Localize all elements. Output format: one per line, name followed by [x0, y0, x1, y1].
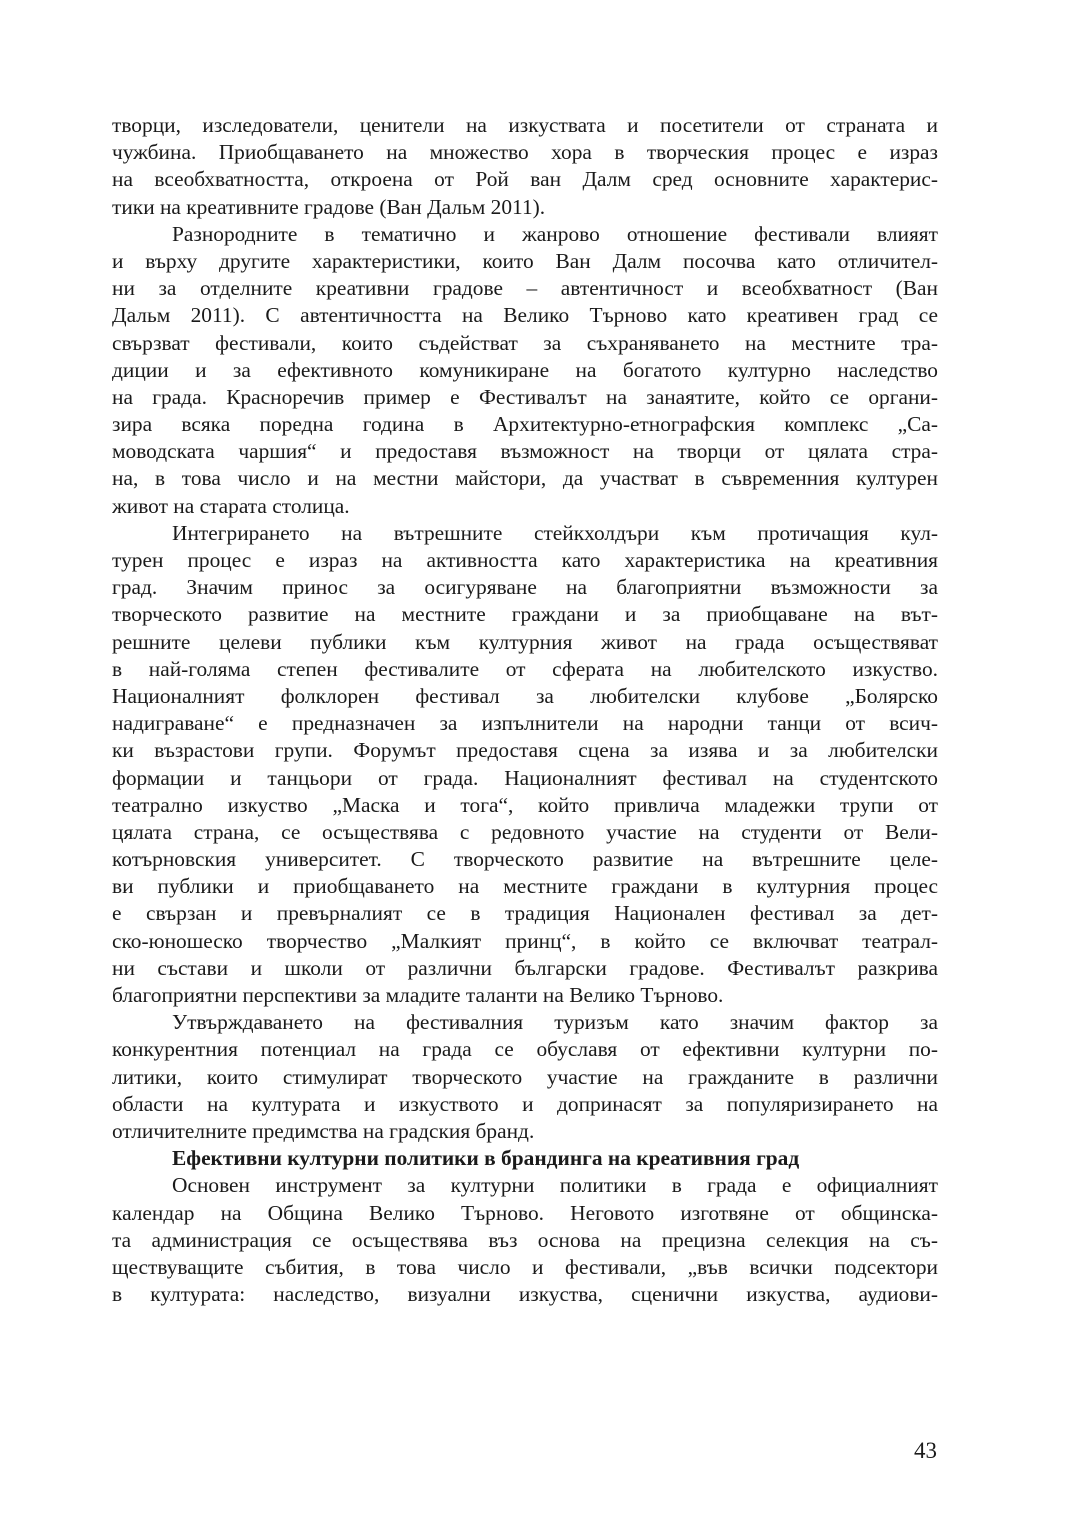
text-line: ни състави и школи от различни български градове. Фестивалът разкрива — [112, 955, 938, 980]
text-line: ни за отделните креативни градове – автентичност и всеобхватност (Ван — [112, 276, 938, 301]
text-line: Националният фолклорен фестивал за любителски клубове „Болярско — [112, 683, 938, 708]
text-line: Утвърждаването на фестивалния туризъм като значим фактор за — [172, 1010, 938, 1035]
text-line: ществуващите събития, в това число и фестивали, „във всички подсектори — [112, 1254, 938, 1279]
text-line: турен процес е израз на активността като характеристика на креативния — [112, 548, 938, 572]
text-line: живот на старата столица. — [112, 493, 350, 518]
text-line: решните целеви публики към културния живот на града осъществяват — [112, 629, 938, 654]
page-number: 43 — [914, 1438, 937, 1463]
text-line: Интегрирането на вътрешните стейкхолдъри към протичащия кул- — [172, 520, 938, 545]
text-line: цялата страна, се осъществява с редовното участие на студенти от Вели- — [112, 819, 938, 844]
text-line: благоприятни перспективи за младите таланти на Велико Търново. — [112, 983, 724, 1007]
text-line: чужбина. Приобщаването на множество хора в творческия процес е израз — [112, 140, 938, 165]
text-line: Дальм 2011). С автентичността на Велико Търново като креативен град се — [112, 303, 938, 328]
text-line: конкурентния потенциал на града се обуславя от ефективни културни по- — [112, 1037, 938, 1062]
text-line: отличителните предимства на градския бранд. — [112, 1118, 535, 1143]
text-line: в най-голяма степен фестивалите от сферата на любителското изкуство. — [112, 656, 938, 681]
text-line: е свързан и превърналият се в традиция Национален фестивал за дет- — [112, 901, 938, 926]
section-heading: Ефективни културни политики в брандинга на креативния град — [172, 1146, 800, 1171]
text-line: ско-юношеско творчество „Малкият принц“, в който се включват театрал- — [112, 928, 938, 953]
text-line: Основен инструмент за културни политики в града е официалният — [172, 1173, 938, 1198]
text-line: литики, които стимулират творческото участие на гражданите в различни — [112, 1064, 938, 1089]
text-line: диции и за ефективното комуникиране на богатото културно наследство — [112, 357, 938, 382]
paragraph — [112, 1009, 938, 1145]
paragraph — [112, 520, 938, 1009]
text-line: тики на креативните градове (Ван Дальм 2011). — [112, 194, 546, 219]
text-line: в културата: наследство, визуални изкуства, сценични изкуства, аудиови- — [112, 1282, 938, 1307]
paragraph — [112, 1172, 938, 1308]
text-line: творческото развитие на местните граждани и за приобщаване на вът- — [112, 602, 938, 627]
text-line: котърновския университет. С творческото развитие на вътрешните целе- — [112, 847, 938, 872]
page-body — [112, 112, 938, 1308]
text-line: творци, изследователи, ценители на изкуствата и посетители от страната и — [112, 113, 938, 137]
text-line: свързват фестивали, които съдействат за съхраняването на местните тра- — [112, 330, 938, 355]
text-line: и върху другите характеристики, които Ван Далм посочва като отличител- — [112, 248, 938, 273]
text-line: надиграване“ е предназначен за изпълнители на народни танци от всич- — [112, 711, 938, 736]
text-line: на всеобхватността, откроена от Рой ван Далм сред основните характерис- — [112, 167, 938, 192]
text-line: календар на Община Велико Търново. Неговото изготвяне от общинска- — [112, 1200, 938, 1225]
text-line: на града. Красноречив пример е Фестивалът на занаятите, който се органи- — [112, 384, 938, 409]
text-line: театрално изкуство „Маска и тога“, който привлича младежки трупи от — [112, 792, 938, 817]
text-line: Разнородните в тематично и жанрово отношение фестивали влияят — [172, 221, 938, 246]
text-line: моводската чаршия“ и предоставя възможност на творци от цялата стра- — [112, 439, 938, 464]
text-line: ви публики и приобщаването на местните граждани в културния процес — [112, 874, 938, 899]
text-line: зира всяка поредна година в Архитектурно-етнографския комплекс „Са- — [112, 412, 938, 437]
text-line: ки възрастови групи. Форумът предоставя сцена за изява и за любителски — [112, 738, 938, 763]
text-line: град. Значим принос за осигуряване на благоприятни възможности за — [112, 575, 938, 600]
paragraph — [112, 112, 938, 221]
paragraph — [112, 221, 938, 520]
text-line: области на културата и изкуството и допринасят за популяризирането на — [112, 1091, 938, 1116]
text-line: формации и танцьори от града. Националният фестивал на студентското — [112, 765, 938, 790]
text-line: на, в това число и на местни майстори, да участват в съвременния културен — [112, 466, 938, 491]
text-line: та администрация се осъществява въз основа на прецизна селекция на съ- — [112, 1227, 938, 1252]
